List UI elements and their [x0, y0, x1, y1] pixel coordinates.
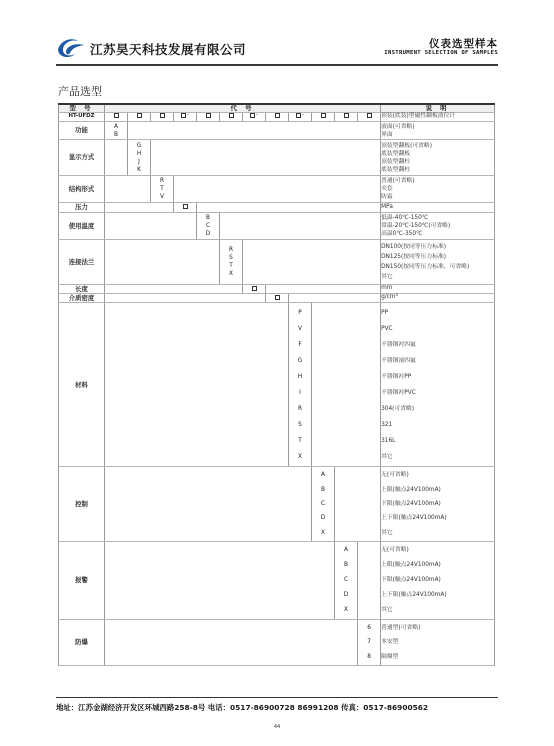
explosion-row	[59, 620, 495, 666]
flange-descs	[381, 240, 495, 285]
control-desc: 上限(触点24V100mA)	[381, 486, 441, 493]
material-code: T	[298, 437, 302, 444]
catalog-subtitle: INSTRUMENT SELECTION OF SAMPLES	[384, 50, 498, 56]
structure-desc: 普通(可省略)	[381, 178, 415, 185]
display-row	[59, 140, 495, 176]
flange-codes	[220, 240, 243, 285]
header-desc: 说 明	[381, 104, 495, 112]
code-box: -	[289, 112, 312, 121]
material-desc: 不锈钢滚四氟	[381, 357, 416, 364]
page-header	[56, 34, 498, 64]
flange-desc: DN125(按同等压力标准)	[381, 253, 447, 260]
function-desc: 界面	[381, 131, 393, 138]
material-code: X	[298, 453, 302, 460]
control-code: X	[321, 529, 325, 536]
density-label: 介质密度	[59, 294, 105, 303]
flange-row	[59, 240, 495, 285]
flange-code: S	[229, 254, 233, 261]
alarm-desc: 无(可省略)	[381, 546, 409, 553]
material-code: F	[298, 341, 302, 348]
catalog-title: 仪表选型样本	[429, 38, 498, 50]
alarm-desc: 上下限(触点24V100mA)	[381, 592, 447, 599]
control-desc: 无(可省略)	[381, 472, 409, 479]
code-box: -	[174, 112, 197, 121]
model-name: HT-UFDZ	[59, 112, 105, 121]
control-code: B	[321, 486, 325, 493]
material-desc: 316L	[381, 437, 396, 444]
pressure-box	[174, 203, 197, 212]
temperature-desc: 常温-20℃-150℃(可省略)	[381, 222, 451, 229]
flange-label: 连接法兰	[59, 240, 105, 285]
material-desc: 不锈钢衬PP	[381, 373, 412, 380]
control-code: A	[321, 472, 325, 479]
selection-table	[58, 103, 495, 666]
code-box	[266, 112, 289, 121]
swoosh-logo-icon	[56, 36, 86, 60]
explosion-desc: 隔爆型	[381, 653, 399, 660]
code-box	[105, 112, 128, 121]
flange-desc: DN150(按同等压力标准，可省略)	[381, 263, 470, 270]
display-code: K	[137, 166, 141, 173]
alarm-code: A	[344, 546, 348, 553]
alarm-desc: 其它	[381, 607, 393, 614]
function-desc: 液面(可省略)	[381, 123, 415, 130]
structure-desc: 防霜	[381, 194, 393, 201]
pressure-desc: MPa	[381, 203, 495, 212]
alarm-desc: 上限(触点24V100mA)	[381, 561, 441, 568]
function-row	[59, 121, 495, 139]
material-desc: 321	[381, 421, 393, 428]
code-box: -	[243, 112, 266, 121]
code-box	[335, 112, 358, 121]
explosion-desc: 本安型	[381, 639, 399, 646]
control-code: C	[320, 500, 326, 507]
temperature-desc: 低温-40℃-150℃	[381, 214, 429, 221]
section-title: 产品选型	[58, 85, 102, 98]
length-box	[243, 284, 266, 293]
density-row	[59, 294, 495, 303]
control-descs	[381, 467, 495, 541]
temperature-code: C	[205, 222, 211, 229]
code-box	[151, 112, 174, 121]
temperature-codes	[197, 212, 220, 240]
material-desc: 其它	[381, 453, 393, 460]
alarm-descs	[381, 541, 495, 619]
code-box	[358, 112, 381, 121]
function-descs	[381, 121, 495, 139]
material-desc: 304(可省略)	[381, 405, 415, 412]
display-desc: 顶装型翻柱	[381, 158, 411, 165]
function-codes	[105, 121, 128, 139]
flange-desc: DN100(按同等压力标准)	[381, 243, 447, 250]
alarm-code: D	[343, 592, 349, 599]
temperature-descs	[381, 212, 495, 240]
density-box	[266, 294, 289, 303]
control-code: D	[320, 515, 326, 522]
flange-code: R	[228, 246, 234, 253]
explosion-codes	[358, 620, 381, 666]
flange-code: T	[229, 262, 233, 269]
display-desc: 底装型翻板	[381, 150, 411, 157]
material-codes	[289, 303, 312, 467]
flange-desc: 其它	[381, 273, 393, 280]
control-label: 控制	[59, 467, 105, 541]
temperature-row	[59, 212, 495, 240]
control-row	[59, 467, 495, 541]
density-desc: g/cm³	[381, 294, 495, 303]
display-label: 显示方式	[59, 140, 105, 176]
control-desc: 上下限(触点24V100mA)	[381, 515, 447, 522]
temperature-desc: 高温0℃-350℃	[381, 230, 423, 237]
structure-code: T	[160, 186, 164, 193]
code-box	[312, 112, 335, 121]
material-descs	[381, 303, 495, 467]
material-code: G	[297, 357, 303, 364]
header-divider	[56, 64, 498, 66]
structure-row	[59, 175, 495, 203]
alarm-row	[59, 541, 495, 619]
explosion-desc: 普通型(可省略)	[381, 624, 421, 631]
company-address: 地址：江苏金湖经济开发区环城西路258-8号 电话：0517-86900728 86991208 传真：0517-86900562	[56, 703, 429, 712]
length-label: 长度	[59, 284, 105, 293]
alarm-codes	[335, 541, 358, 619]
header-type: 型 号	[59, 104, 105, 112]
structure-desc: 夹套	[381, 186, 393, 193]
control-desc: 其它	[381, 529, 393, 536]
explosion-label: 防爆	[59, 620, 105, 666]
alarm-code: C	[343, 576, 349, 583]
material-label: 材料	[59, 303, 105, 467]
material-desc: PVC	[381, 325, 393, 332]
function-label: 功能	[59, 121, 105, 139]
alarm-desc: 下限(触点24V100mA)	[381, 576, 441, 583]
temperature-code: B	[206, 214, 210, 221]
alarm-code: X	[344, 607, 348, 614]
control-codes	[312, 467, 335, 541]
material-desc: 不锈钢衬四氟	[381, 341, 416, 348]
material-desc: PP	[381, 309, 389, 316]
material-row	[59, 303, 495, 467]
display-code: H	[136, 150, 142, 157]
structure-code: R	[159, 178, 165, 185]
structure-codes	[151, 175, 174, 203]
material-code: S	[298, 421, 302, 428]
material-code: R	[297, 405, 303, 412]
code-box	[128, 112, 151, 121]
structure-descs	[381, 175, 495, 203]
display-code: G	[136, 142, 142, 149]
explosion-code: 7	[367, 639, 371, 646]
header-code: 代 号	[105, 104, 381, 112]
footer-divider	[56, 697, 498, 698]
display-desc: 顶装型翻板(可省略)	[381, 142, 432, 149]
code-box	[220, 112, 243, 121]
explosion-descs	[381, 620, 495, 666]
function-code: B	[114, 131, 118, 138]
material-code: P	[298, 309, 302, 316]
alarm-label: 报警	[59, 541, 105, 619]
material-desc: 不锈钢衬PVC	[381, 389, 416, 396]
display-descs	[381, 140, 495, 176]
code-box	[197, 112, 220, 121]
control-desc: 下限(触点24V100mA)	[381, 500, 441, 507]
display-desc: 底装型翻柱	[381, 166, 411, 173]
material-code: H	[297, 373, 303, 380]
alarm-code: B	[344, 561, 348, 568]
model-row	[59, 112, 495, 121]
length-desc: mm	[381, 284, 495, 293]
temperature-label: 使用温度	[59, 212, 105, 240]
structure-code: V	[160, 194, 164, 201]
table-header-row	[59, 104, 495, 112]
material-code: I	[299, 389, 301, 396]
display-code: J	[138, 158, 140, 165]
pressure-label: 压力	[59, 203, 105, 212]
structure-label: 结构形式	[59, 175, 105, 203]
model-desc: 顶装(底装)型磁性翻板液位计	[381, 112, 495, 121]
display-codes	[128, 140, 151, 176]
explosion-code: 8	[367, 653, 371, 660]
flange-code: X	[229, 270, 233, 277]
explosion-code: 6	[367, 624, 371, 631]
material-code: V	[298, 325, 302, 332]
length-row	[59, 284, 495, 293]
company-name: 江苏昊天科技发展有限公司	[90, 42, 247, 57]
temperature-code: D	[205, 230, 211, 237]
pressure-row	[59, 203, 495, 212]
function-code: A	[114, 123, 118, 130]
page-number: 44	[273, 724, 281, 730]
